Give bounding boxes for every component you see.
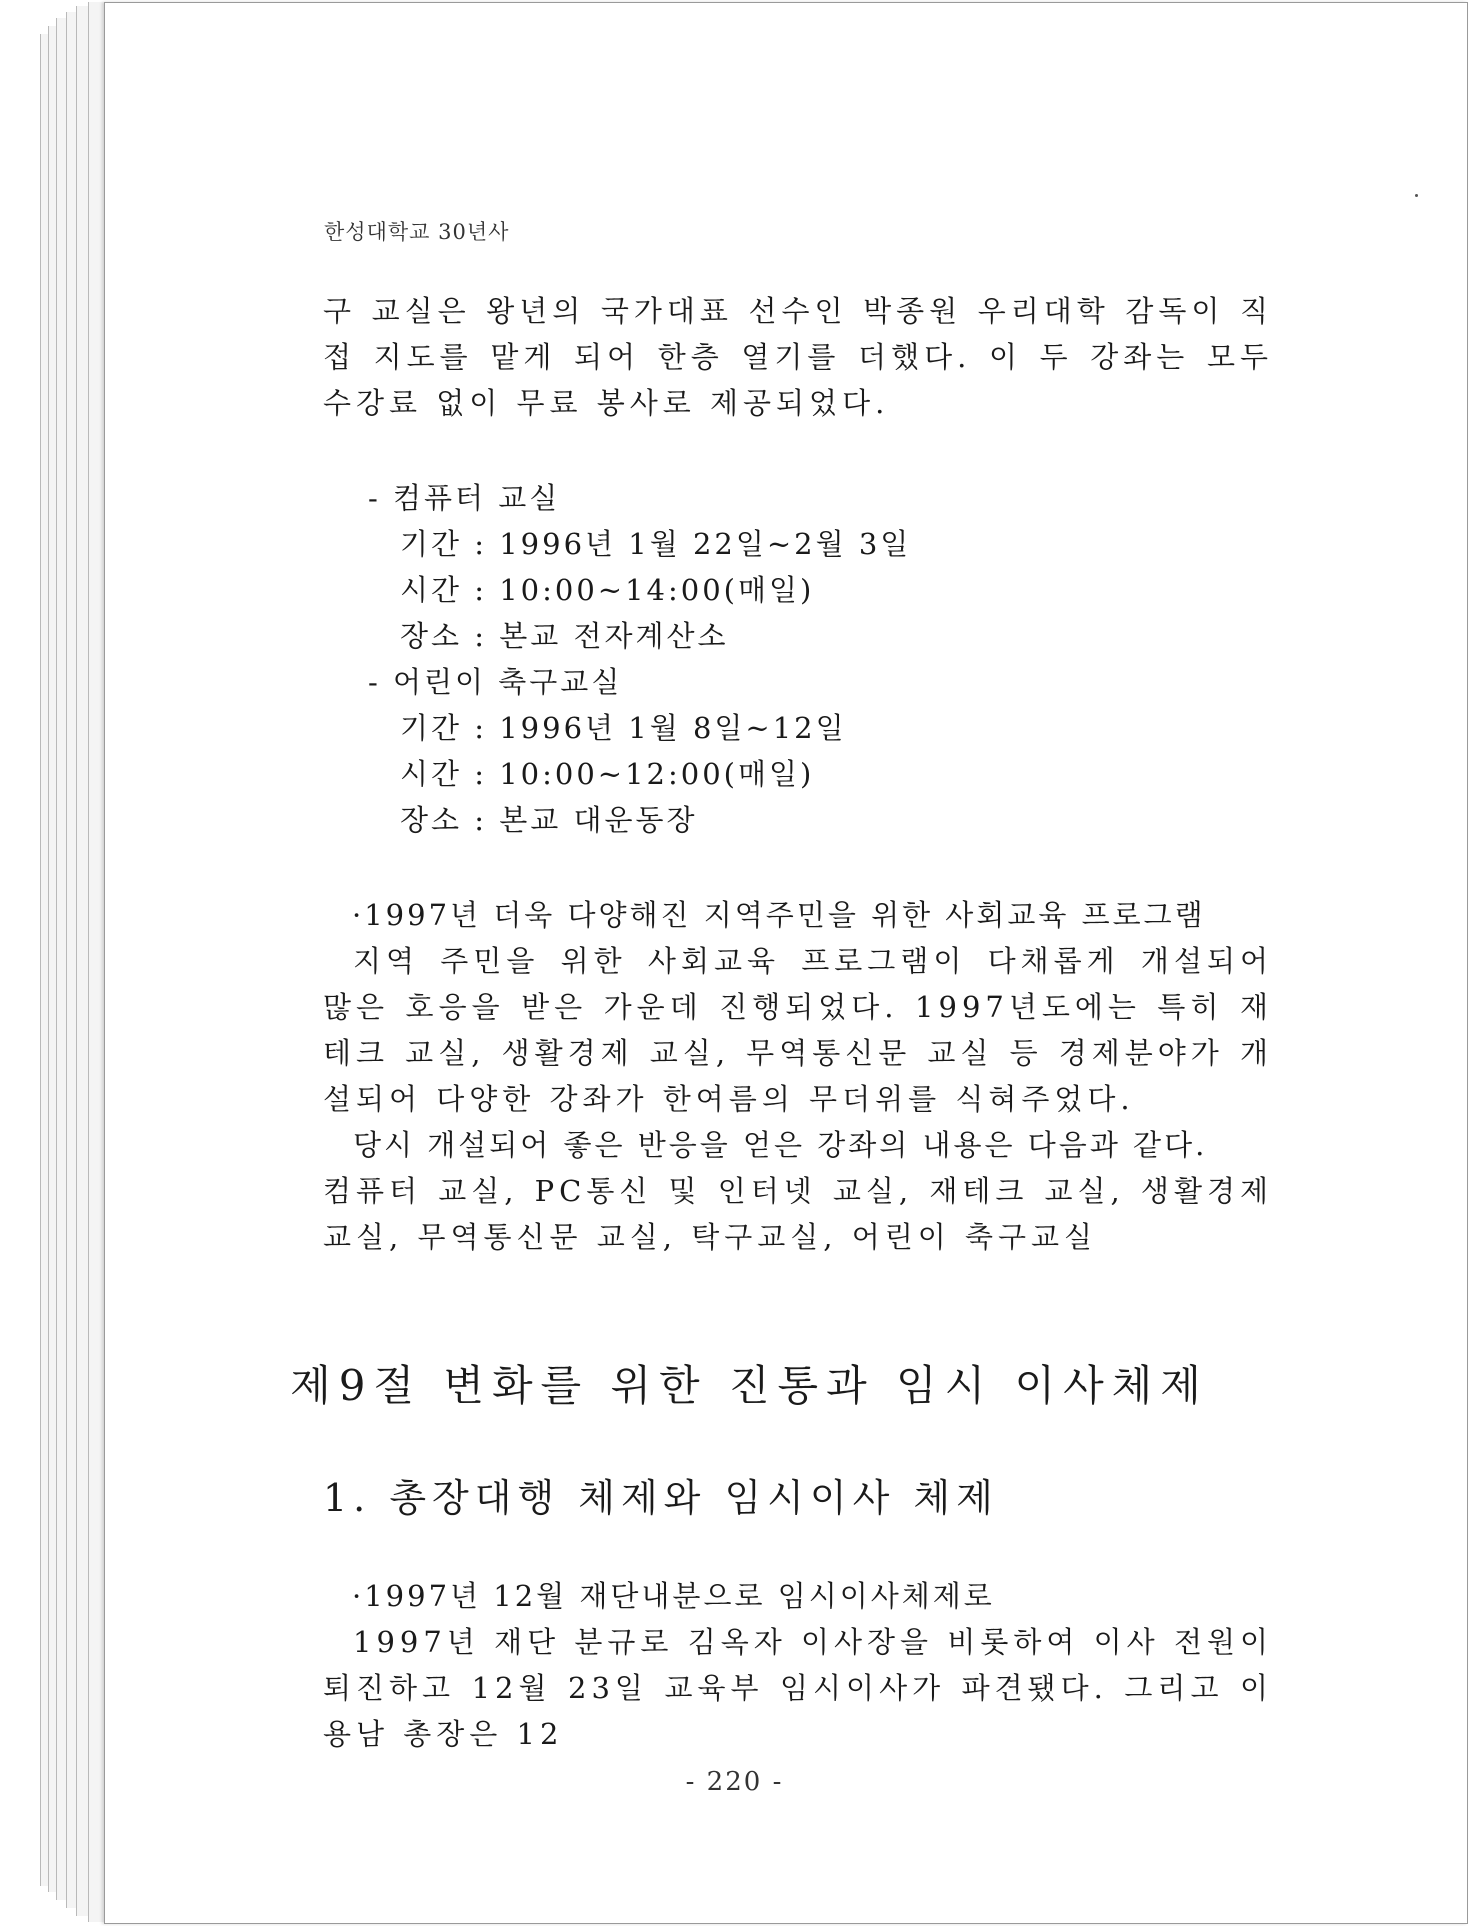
subsection-heading: 1. 총장대행 체제와 임시이사 체제: [323, 1476, 999, 1520]
bullet-heading: ·1997년 더욱 다양해진 지역주민을 위한 사회교육 프로그램: [352, 898, 1206, 932]
body-paragraph: 지역 주민을 위한 사회교육 프로그램이 다채롭게 개설되어 많은 호응을 받은 가운데 진행되었다. 1997년도에는 특히 재테크 교실, 생활경제 교실, 무역통신문 교실 등 경제분야가 개설되어 다양한 강좌가 한여름의 무더위를 식혀주었다.: [323, 944, 1273, 1116]
program-place: 장소 : 본교 대운동장: [400, 803, 698, 837]
program-time: 시간 : 10:00~12:00(매일): [400, 757, 815, 791]
body-paragraph: 컴퓨터 교실, PC통신 및 인터넷 교실, 재테크 교실, 생활경제 교실, 무역통신문 교실, 탁구교실, 어린이 축구교실: [323, 1174, 1273, 1254]
program-time: 시간 : 10:00~14:00(매일): [400, 573, 815, 607]
bullet-heading: ·1997년 12월 재단내분으로 임시이사체제로: [352, 1579, 995, 1613]
program-title: - 컴퓨터 교실: [368, 481, 561, 515]
body-line: 당시 개설되어 좋은 반응을 얻은 강좌의 내용은 다음과 같다.: [353, 1128, 1208, 1162]
chapter-heading: 제9절 변화를 위한 진통과 임시 이사체제: [290, 1361, 1209, 1410]
body-paragraph: 1997년 재단 분규로 김옥자 이사장을 비롯하여 이사 전원이 퇴진하고 12월 23일 교육부 임시이사가 파견됐다. 그리고 이용남 총장은 12: [323, 1625, 1273, 1751]
program-period: 기간 : 1996년 1월 22일~2월 3일: [400, 527, 912, 561]
scan-speck: [1415, 194, 1418, 197]
program-title: - 어린이 축구교실: [368, 665, 623, 699]
intro-paragraph: 구 교실은 왕년의 국가대표 선수인 박종원 우리대학 감독이 직접 지도를 맡게 되어 한층 열기를 더했다. 이 두 강좌는 모두 수강료 없이 무료 봉사로 제공되었다.: [323, 294, 1273, 420]
program-place: 장소 : 본교 전자계산소: [400, 619, 729, 653]
program-period: 기간 : 1996년 1월 8일~12일: [400, 711, 847, 745]
running-head: 한성대학교 30년사: [324, 220, 510, 244]
page-number: - 220 -: [685, 1767, 784, 1797]
